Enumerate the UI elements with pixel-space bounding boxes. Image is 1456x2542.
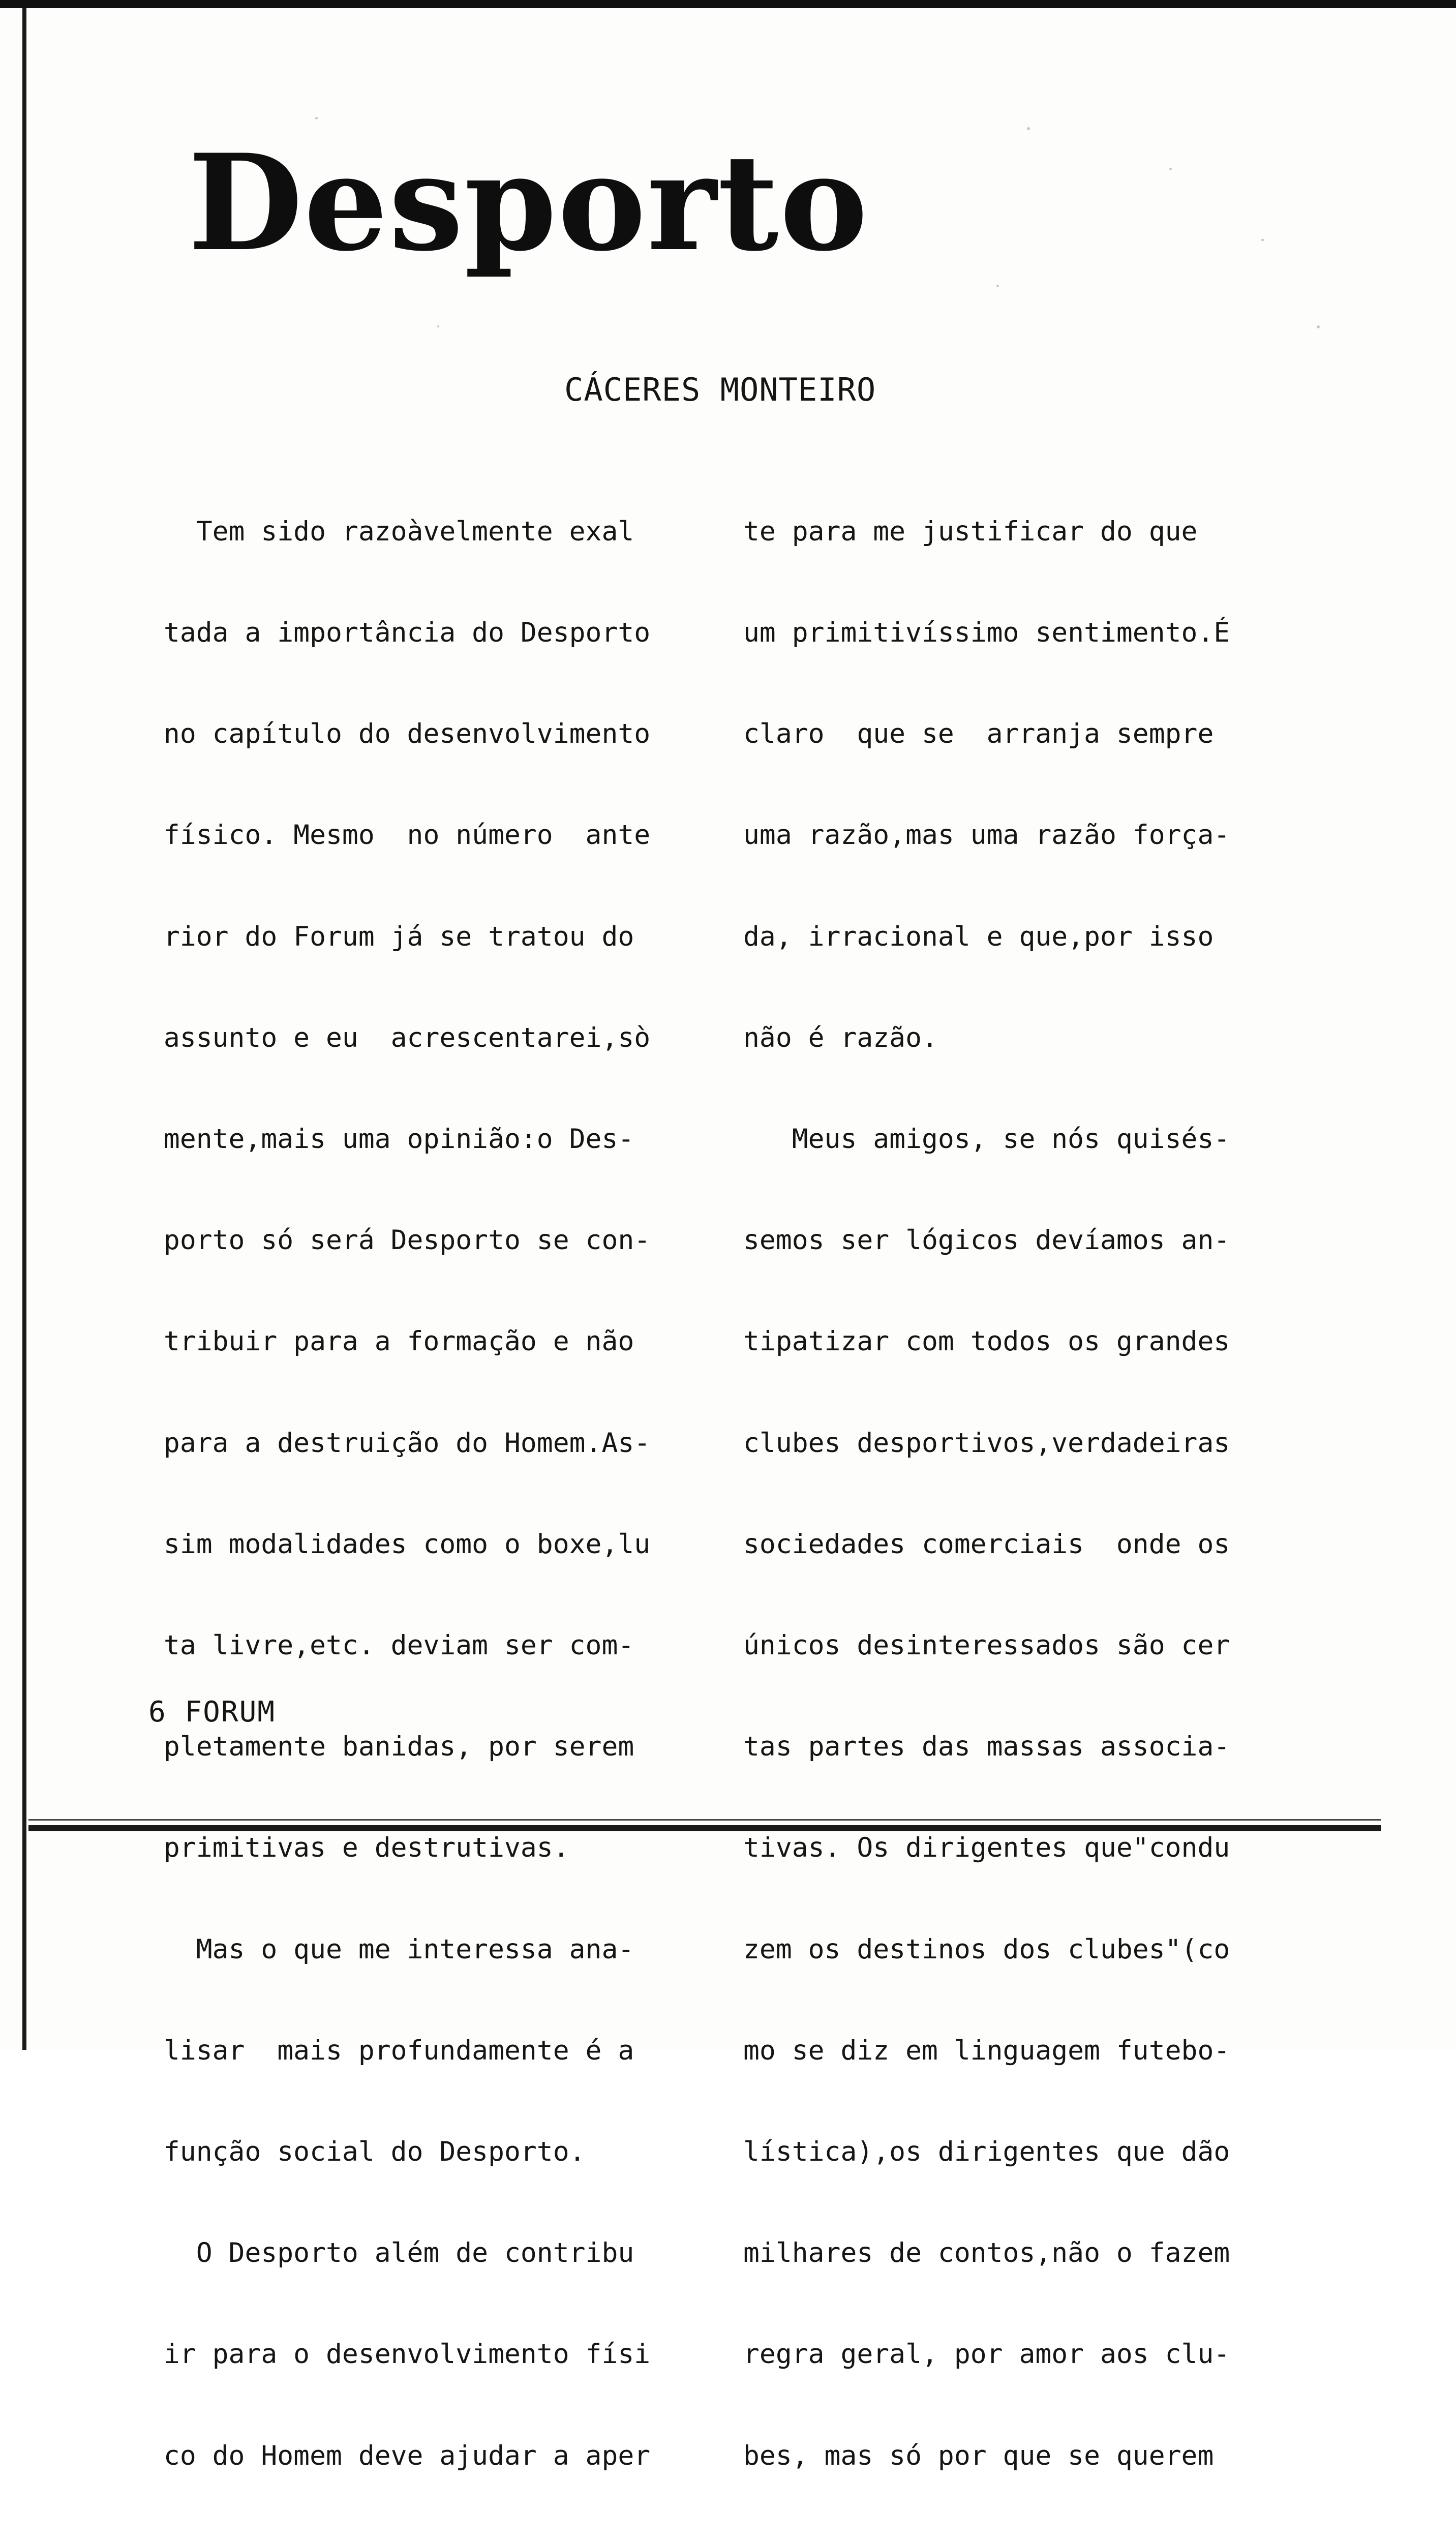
bottom-rule <box>28 1825 1381 1831</box>
article-column-left <box>147 447 681 2542</box>
text-line: para a destruição do Homem.As- <box>147 1427 651 1459</box>
text-line: mo se diz em linguagem futebo- <box>743 2035 1230 2066</box>
text-line: Meus amigos, se nós quisés- <box>743 1124 1230 1155</box>
paper-speckle <box>315 117 318 119</box>
text-line: únicos desinteressados são cer <box>743 1630 1230 1661</box>
masthead-title: Desporto <box>188 126 869 281</box>
text-line: porto só será Desporto se con- <box>147 1225 651 1256</box>
text-line: bes, mas só por que se querem <box>743 2440 1214 2471</box>
text-line: O Desporto além de contribu <box>147 2237 634 2269</box>
publication-name: FORUM <box>185 1696 276 1729</box>
text-line: tas partes das massas associa- <box>743 1731 1230 1763</box>
text-line: pletamente banidas, por serem <box>147 1731 634 1763</box>
text-line: sociedades comerciais onde os <box>743 1528 1230 1560</box>
paper-speckle <box>996 285 999 287</box>
text-line <box>147 2540 681 2542</box>
text-line: sim modalidades como o boxe,lu <box>147 1528 651 1560</box>
text-line: ta livre,etc. deviam ser com- <box>147 1630 634 1661</box>
text-line: tada a importância do Desporto <box>147 617 651 649</box>
text-line: ir para o desenvolvimento físi <box>147 2339 651 2370</box>
page-footer <box>148 1696 276 1729</box>
text-line: assunto e eu acrescentarei,sò <box>147 1022 651 1053</box>
article-column-right <box>743 447 1277 2542</box>
top-border <box>0 0 1456 8</box>
text-line: função social do Desporto. <box>147 2136 586 2168</box>
paper-speckle <box>1261 239 1264 241</box>
text-line: tivas. Os dirigentes que"condu <box>743 1832 1230 1864</box>
text-line: lisar mais profundamente é a <box>147 2035 634 2066</box>
page-number: 6 <box>148 1696 167 1729</box>
left-border <box>22 8 26 2050</box>
text-line <box>743 2540 1277 2542</box>
text-line: primitivas e destrutivas. <box>147 1832 569 1864</box>
text-line: milhares de contos,não o fazem <box>743 2237 1230 2269</box>
text-line: clubes desportivos,verdadeiras <box>743 1427 1230 1459</box>
paper-speckle <box>1317 325 1320 328</box>
text-line: semos ser lógicos devíamos an- <box>743 1225 1230 1256</box>
paper-speckle <box>437 325 439 327</box>
text-line: Mas o que me interessa ana- <box>147 1933 634 1965</box>
text-line: lística),os dirigentes que dão <box>743 2136 1230 2168</box>
text-line: tribuir para a formação e não <box>147 1326 634 1357</box>
text-line: regra geral, por amor aos clu- <box>743 2339 1230 2370</box>
text-line: não é razão. <box>743 1022 938 1053</box>
text-line: um primitivíssimo sentimento.É <box>743 617 1230 649</box>
text-line: rior do Forum já se tratou do <box>147 921 634 952</box>
text-line: co do Homem deve ajudar a aper <box>147 2440 651 2471</box>
text-line: claro que se arranja sempre <box>743 718 1214 750</box>
paper-speckle <box>1027 127 1030 130</box>
text-line: zem os destinos dos clubes"(co <box>743 1933 1230 1965</box>
paper-speckle <box>1169 168 1172 170</box>
text-line: físico. Mesmo no número ante <box>147 820 651 851</box>
text-line: tipatizar com todos os grandes <box>743 1326 1230 1357</box>
text-line: uma razão,mas uma razão força- <box>743 820 1230 851</box>
text-line: no capítulo do desenvolvimento <box>147 718 651 750</box>
text-line: te para me justificar do que <box>743 516 1198 547</box>
text-line: mente,mais uma opinião:o Des- <box>147 1124 634 1155</box>
text-line: Tem sido razoàvelmente exal <box>147 516 634 547</box>
author-byline: CÁCERES MONTEIRO <box>564 371 876 408</box>
text-line: da, irracional e que,por isso <box>743 921 1214 952</box>
bottom-rule-thin <box>28 1819 1381 1821</box>
